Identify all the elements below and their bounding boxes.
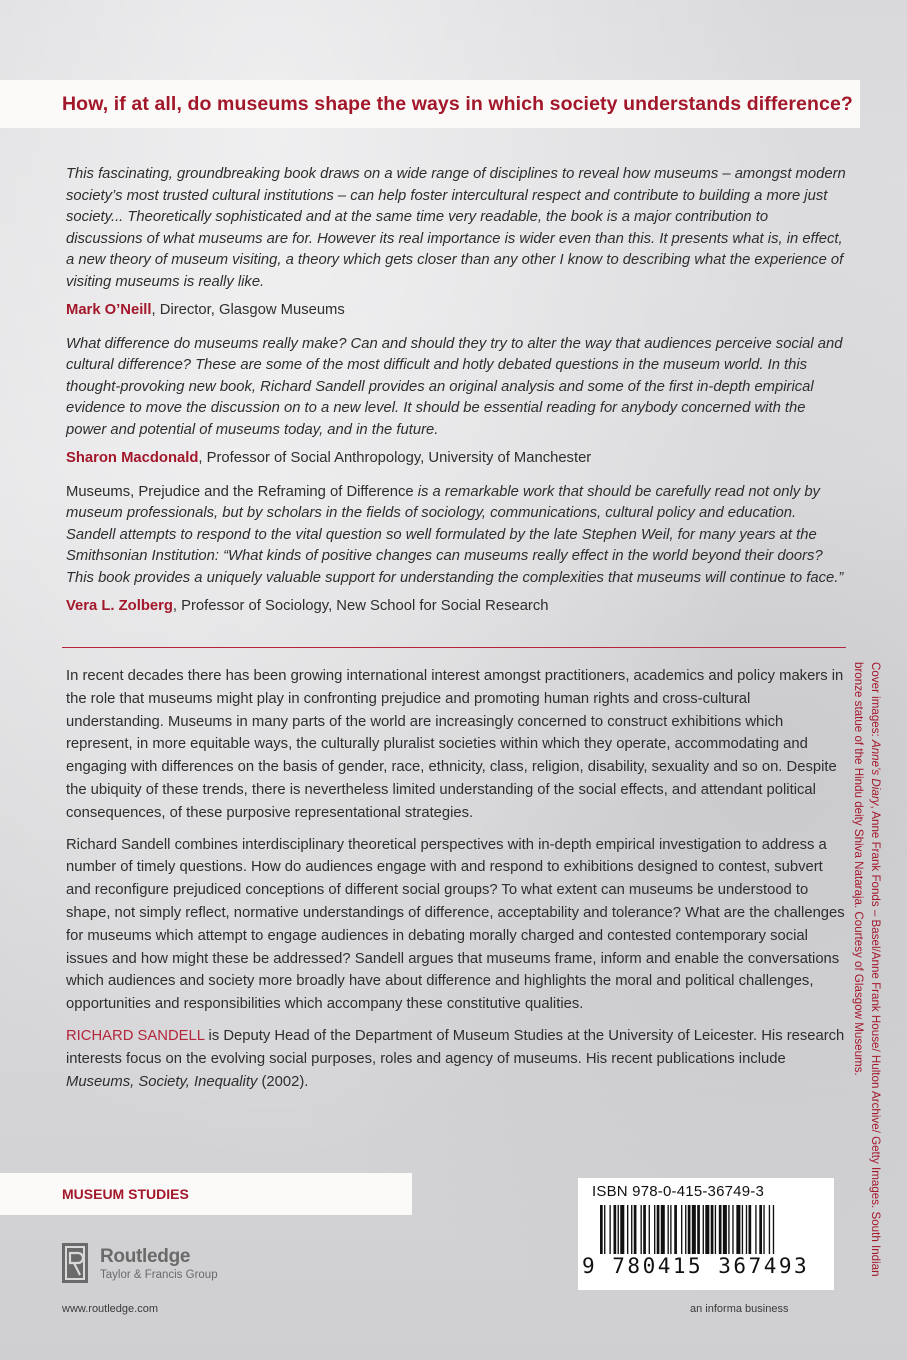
quoted-book-title: Museums, Prejudice and the Reframing of Difference — [66, 483, 414, 500]
description-paragraph: In recent decades there has been growing international interest amongst practitioners, academics and policy makers in the role that museums might play in confronting prejudice and promoting human rights and cross-cultural understanding. Museums in many parts of the world are increasingly concerned to construct exhibitions which represent, in more equitable ways, the culturally pluralist societies within which they operate, accommodating and engaging with differences on the basis of gender, race, ethnicity, class, religion, disability, sexuality and so on. Despite the ubiquity of these trends, there is nevertheless limited understanding of the social effects, and attendant political consequences, of these purposive representational strategies. — [66, 668, 844, 821]
quote-text: What difference do museums really make? Can and should they try to alter the way that audiences perceive social and cultural difference? These are some of the most difficult and hotly debated questions in the museum world. In this thought-provoking new book, Richard Sandell provides an original analysis and some of the first in-depth empirical evidence to move the discussion on to a new level. It should be essential reading for anybody concerned with the power and potential of museums today, and in the future. — [66, 335, 843, 438]
headline-banner — [0, 80, 860, 128]
reviewer-name: Sharon Macdonald — [66, 449, 199, 466]
reviewer-role: , Professor of Social Anthropology, University of Manchester — [198, 449, 592, 466]
review-quote — [66, 482, 846, 616]
author-bio-text: is Deputy Head of the Department of Museum Studies at the University of Leicester. His research interests focus on the evolving social purposes, roles and agency of museums. His recent publications include — [66, 1027, 845, 1067]
review-quotes — [66, 164, 846, 630]
quote-body: is a remarkable work that should be carefully read not only by museum professionals, but by scholars in the fields of sociology, communications, cultural policy and education. Sandell attempts to respond to the vital question so well formulated by the late Stephen Weil, for many years at the Smithsonian Institution: “What kinds of positive changes can museums really effect in the world beyond their doors? This book provides a uniquely valuable support for understanding the complexities that museums will continue to face.” — [66, 483, 844, 586]
publisher-logo — [60, 1238, 260, 1288]
barcode — [578, 1178, 834, 1290]
author-book-title: Museums, Society, Inequality — [66, 1073, 258, 1090]
author-bio — [66, 1025, 846, 1093]
quote-attribution — [66, 448, 846, 468]
reviewer-name: Mark O’Neill — [66, 301, 152, 318]
review-quote — [66, 334, 846, 468]
publisher-name: Routledge — [100, 1245, 191, 1267]
series-banner — [0, 1173, 412, 1215]
reviewer-name: Vera L. Zolberg — [66, 597, 173, 614]
author-bio-end: (2002). — [257, 1073, 309, 1090]
reviewer-role: , Director, Glasgow Museums — [151, 301, 345, 318]
credit-rest: , Anne Frank Fonds – Basel/Anne Frank House/ Hulton Archive/ Getty Images. South Indian bronze statue of the Hindu deity Shiva Nataraja. Courtesy of Glasgow Museums. — [852, 662, 882, 1277]
divider — [62, 647, 846, 648]
quote-text — [66, 482, 846, 590]
author-name: RICHARD SANDELL — [66, 1027, 205, 1044]
series-label: MUSEUM STUDIES — [62, 1186, 189, 1202]
review-quote — [66, 164, 846, 320]
reviewer-role: , Professor of Sociology, New School for Social Research — [172, 597, 549, 614]
quote-text: This fascinating, groundbreaking book draws on a wide range of disciplines to reveal how museums – amongst modern society’s most trusted cultural institutions – can help foster intercultural respect and contribute to building a more just society... Theoretically sophisticated and at the same time very readable, the book is a major contribution to discussions of what museums are for. However its real importance is wider even than this. It presents what is, in effect, a new theory of museum visiting, a theory which gets closer than any other I know to describing what the experience of visiting museums is really like. — [66, 166, 846, 290]
description — [66, 665, 846, 1102]
description-paragraph: Richard Sandell combines interdisciplinary theoretical perspectives with in-depth empirical investigation to address a number of timely questions. How do audiences engage with and respond to exhibitions designed to contest, subvert and reconfigure prejudiced conceptions of different social groups? To what extent can museums be understood to shape, not simply reflect, normative understandings of difference, acceptability and tolerance? What are the challenges for museums which attempt to engage audiences in debating morally charged and contested contemporary social issues and how might these be addressed? Sandell argues that museums frame, inform and enable the conversations which audiences and society more broadly have about difference and highlights the moral and political challenges, opportunities and responsibilities which accompany these constitutive qualities. — [66, 836, 845, 1013]
barcode-digits-text: 9 780415 367493 — [582, 1254, 810, 1278]
cover-credit-text — [850, 662, 884, 1302]
barcode-digits — [582, 1254, 809, 1278]
publisher-url[interactable]: www.routledge.com — [62, 1303, 158, 1315]
publisher-group: Taylor & Francis Group — [100, 1268, 218, 1281]
publisher-tagline: an informa business — [690, 1303, 789, 1315]
isbn-label: ISBN 978-0-415-36749-3 — [592, 1183, 765, 1200]
headline: How, if at all, do museums shape the ways in which society understands difference? — [62, 92, 853, 115]
quote-attribution — [66, 596, 846, 616]
credit-title: Anne’s Diary — [869, 739, 882, 806]
routledge-logo-icon — [60, 1239, 94, 1287]
quote-attribution — [66, 300, 846, 320]
credit-label: Cover images: — [869, 662, 882, 740]
